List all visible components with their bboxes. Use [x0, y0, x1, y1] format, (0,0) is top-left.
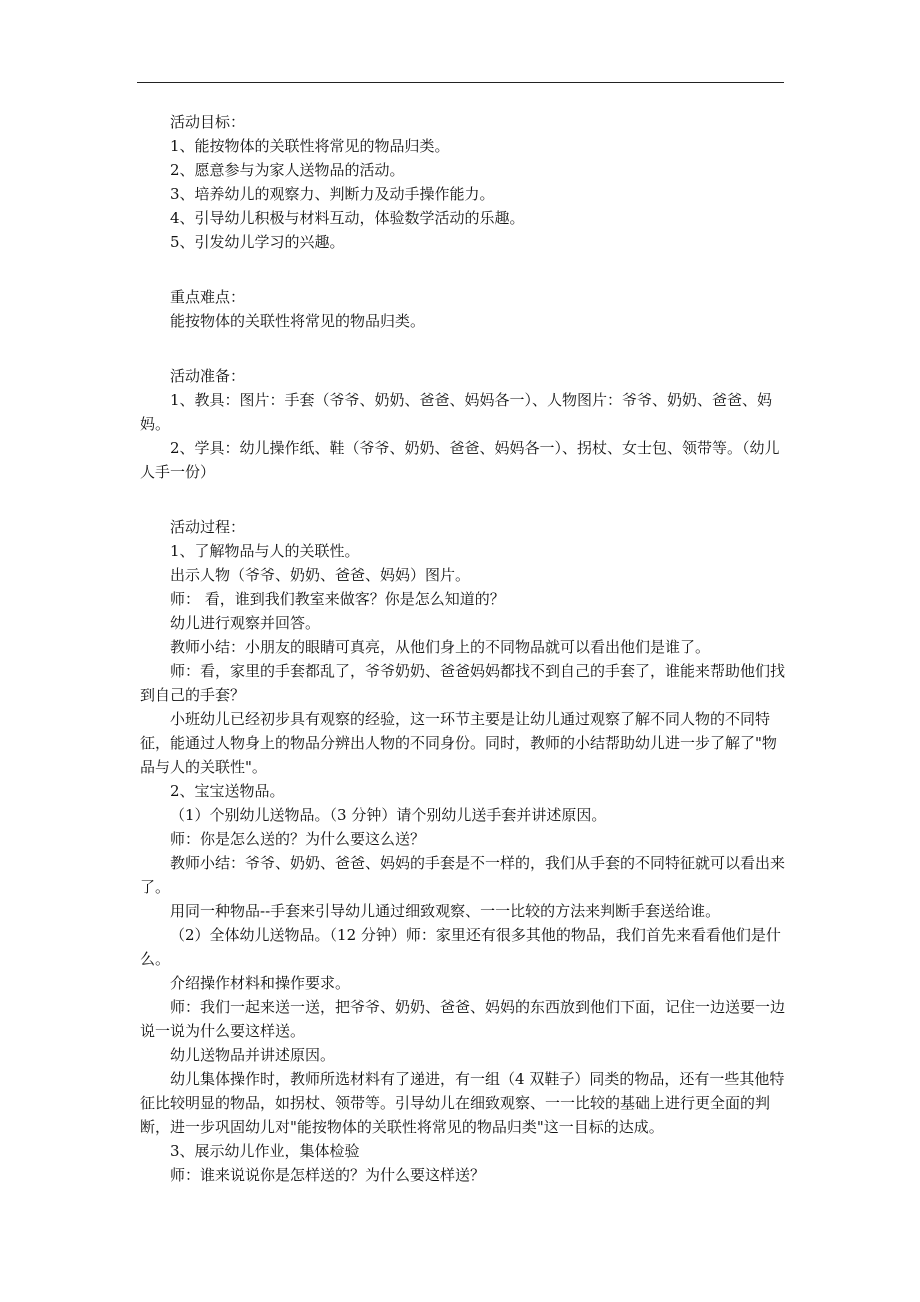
process-paragraph: 教师小结：小朋友的眼睛可真亮，从他们身上的不同物品就可以看出他们是谁了。: [170, 638, 711, 656]
process-paragraph: 小班幼儿已经初步具有观察的经验，这一环节主要是让幼儿通过观察了解不同人物的不同特征，能通过人物身上的物品分辨出人物的不同身份。同时，教师的小结帮助幼儿进一步了解了"物品与人的关联性"。: [140, 710, 777, 776]
prep-item: 1、教具：图片：手套（爷爷、奶奶、爸爸、妈妈各一）、人物图片：爷爷、奶奶、爸爸、妈妈。: [140, 391, 773, 433]
prep-item: 2、学具：幼儿操作纸、鞋（爷爷、奶奶、爸爸、妈妈各一）、拐杖、女士包、领带等。（幼儿人手一份）: [140, 439, 780, 481]
process-paragraph: 出示人物（爷爷、奶奶、爸爸、妈妈）图片。: [170, 566, 471, 584]
process-paragraph: 师：看，家里的手套都乱了，爷爷奶奶、爸爸妈妈都找不到自己的手套了，谁能来帮助他们找到自己的手套？: [140, 662, 786, 704]
process-paragraph: 教师小结：爷爷、奶奶、爸爸、妈妈的手套是不一样的，我们从手套的不同特征就可以看出来了。: [140, 854, 786, 896]
focus-heading: 重点难点：: [170, 288, 246, 306]
process-paragraph: 1、了解物品与人的关联性。: [170, 542, 360, 560]
process-paragraph: 3、展示幼儿作业，集体检验: [170, 1142, 360, 1160]
goal-item: 3、培养幼儿的观察力、判断力及动手操作能力。: [170, 185, 495, 203]
process-paragraph: 用同一种物品--手套来引导幼儿通过细致观察、一一比较的方法来判断手套送给谁。: [170, 902, 721, 920]
process-paragraph: 幼儿集体操作时，教师所选材料有了递进，有一组（4 双鞋子）同类的物品，还有一些其他特征比较明显的物品，如拐杖、领带等。引导幼儿在细致观察、一一比较的基础上进行更全面的判断，进一步巩固幼儿对"能按物体的关联性将常见的物品归类"这一目标的达成。: [140, 1070, 785, 1136]
focus-section: [140, 285, 785, 333]
goal-item: 5、引发幼儿学习的兴趣。: [170, 233, 345, 251]
process-paragraph: 师：我们一起来送一送，把爷爷、奶奶、爸爸、妈妈的东西放到他们下面，记住一边送要一边说一说为什么要这样送。: [140, 998, 786, 1040]
header-rule: [137, 82, 784, 83]
process-paragraph: 师：你是怎么送的？为什么要这么送？: [170, 830, 426, 848]
focus-text: 能按物体的关联性将常见的物品归类。: [170, 312, 426, 330]
process-paragraph: 幼儿送物品并讲述原因。: [170, 1046, 336, 1064]
goal-item: 4、引导幼儿积极与材料互动，体验数学活动的乐趣。: [170, 209, 525, 227]
process-paragraph: （2）全体幼儿送物品。（12 分钟）师：家里还有很多其他的物品，我们首先来看看他们是什么。: [140, 926, 781, 968]
process-paragraph: 师： 看，谁到我们教室来做客？你是怎么知道的？: [170, 590, 505, 608]
prep-section: [140, 364, 785, 484]
document-body: [140, 110, 785, 1187]
goals-heading: 活动目标：: [170, 113, 246, 131]
process-paragraph: 介绍操作材料和操作要求。: [170, 974, 351, 992]
goal-item: 2、愿意参与为家人送物品的活动。: [170, 161, 405, 179]
process-heading: 活动过程：: [170, 518, 246, 536]
process-paragraph: 2、宝宝送物品。: [170, 782, 285, 800]
goals-section: [140, 110, 785, 254]
process-paragraph: （1）个别幼儿送物品。（3 分钟）请个别幼儿送手套并讲述原因。: [170, 806, 607, 824]
goal-item: 1、能按物体的关联性将常见的物品归类。: [170, 137, 450, 155]
process-section: [140, 515, 785, 1187]
process-paragraph: 师：谁来说说你是怎样送的？为什么要这样送？: [170, 1166, 486, 1184]
process-paragraph: 幼儿进行观察并回答。: [170, 614, 321, 632]
prep-heading: 活动准备：: [170, 367, 246, 385]
